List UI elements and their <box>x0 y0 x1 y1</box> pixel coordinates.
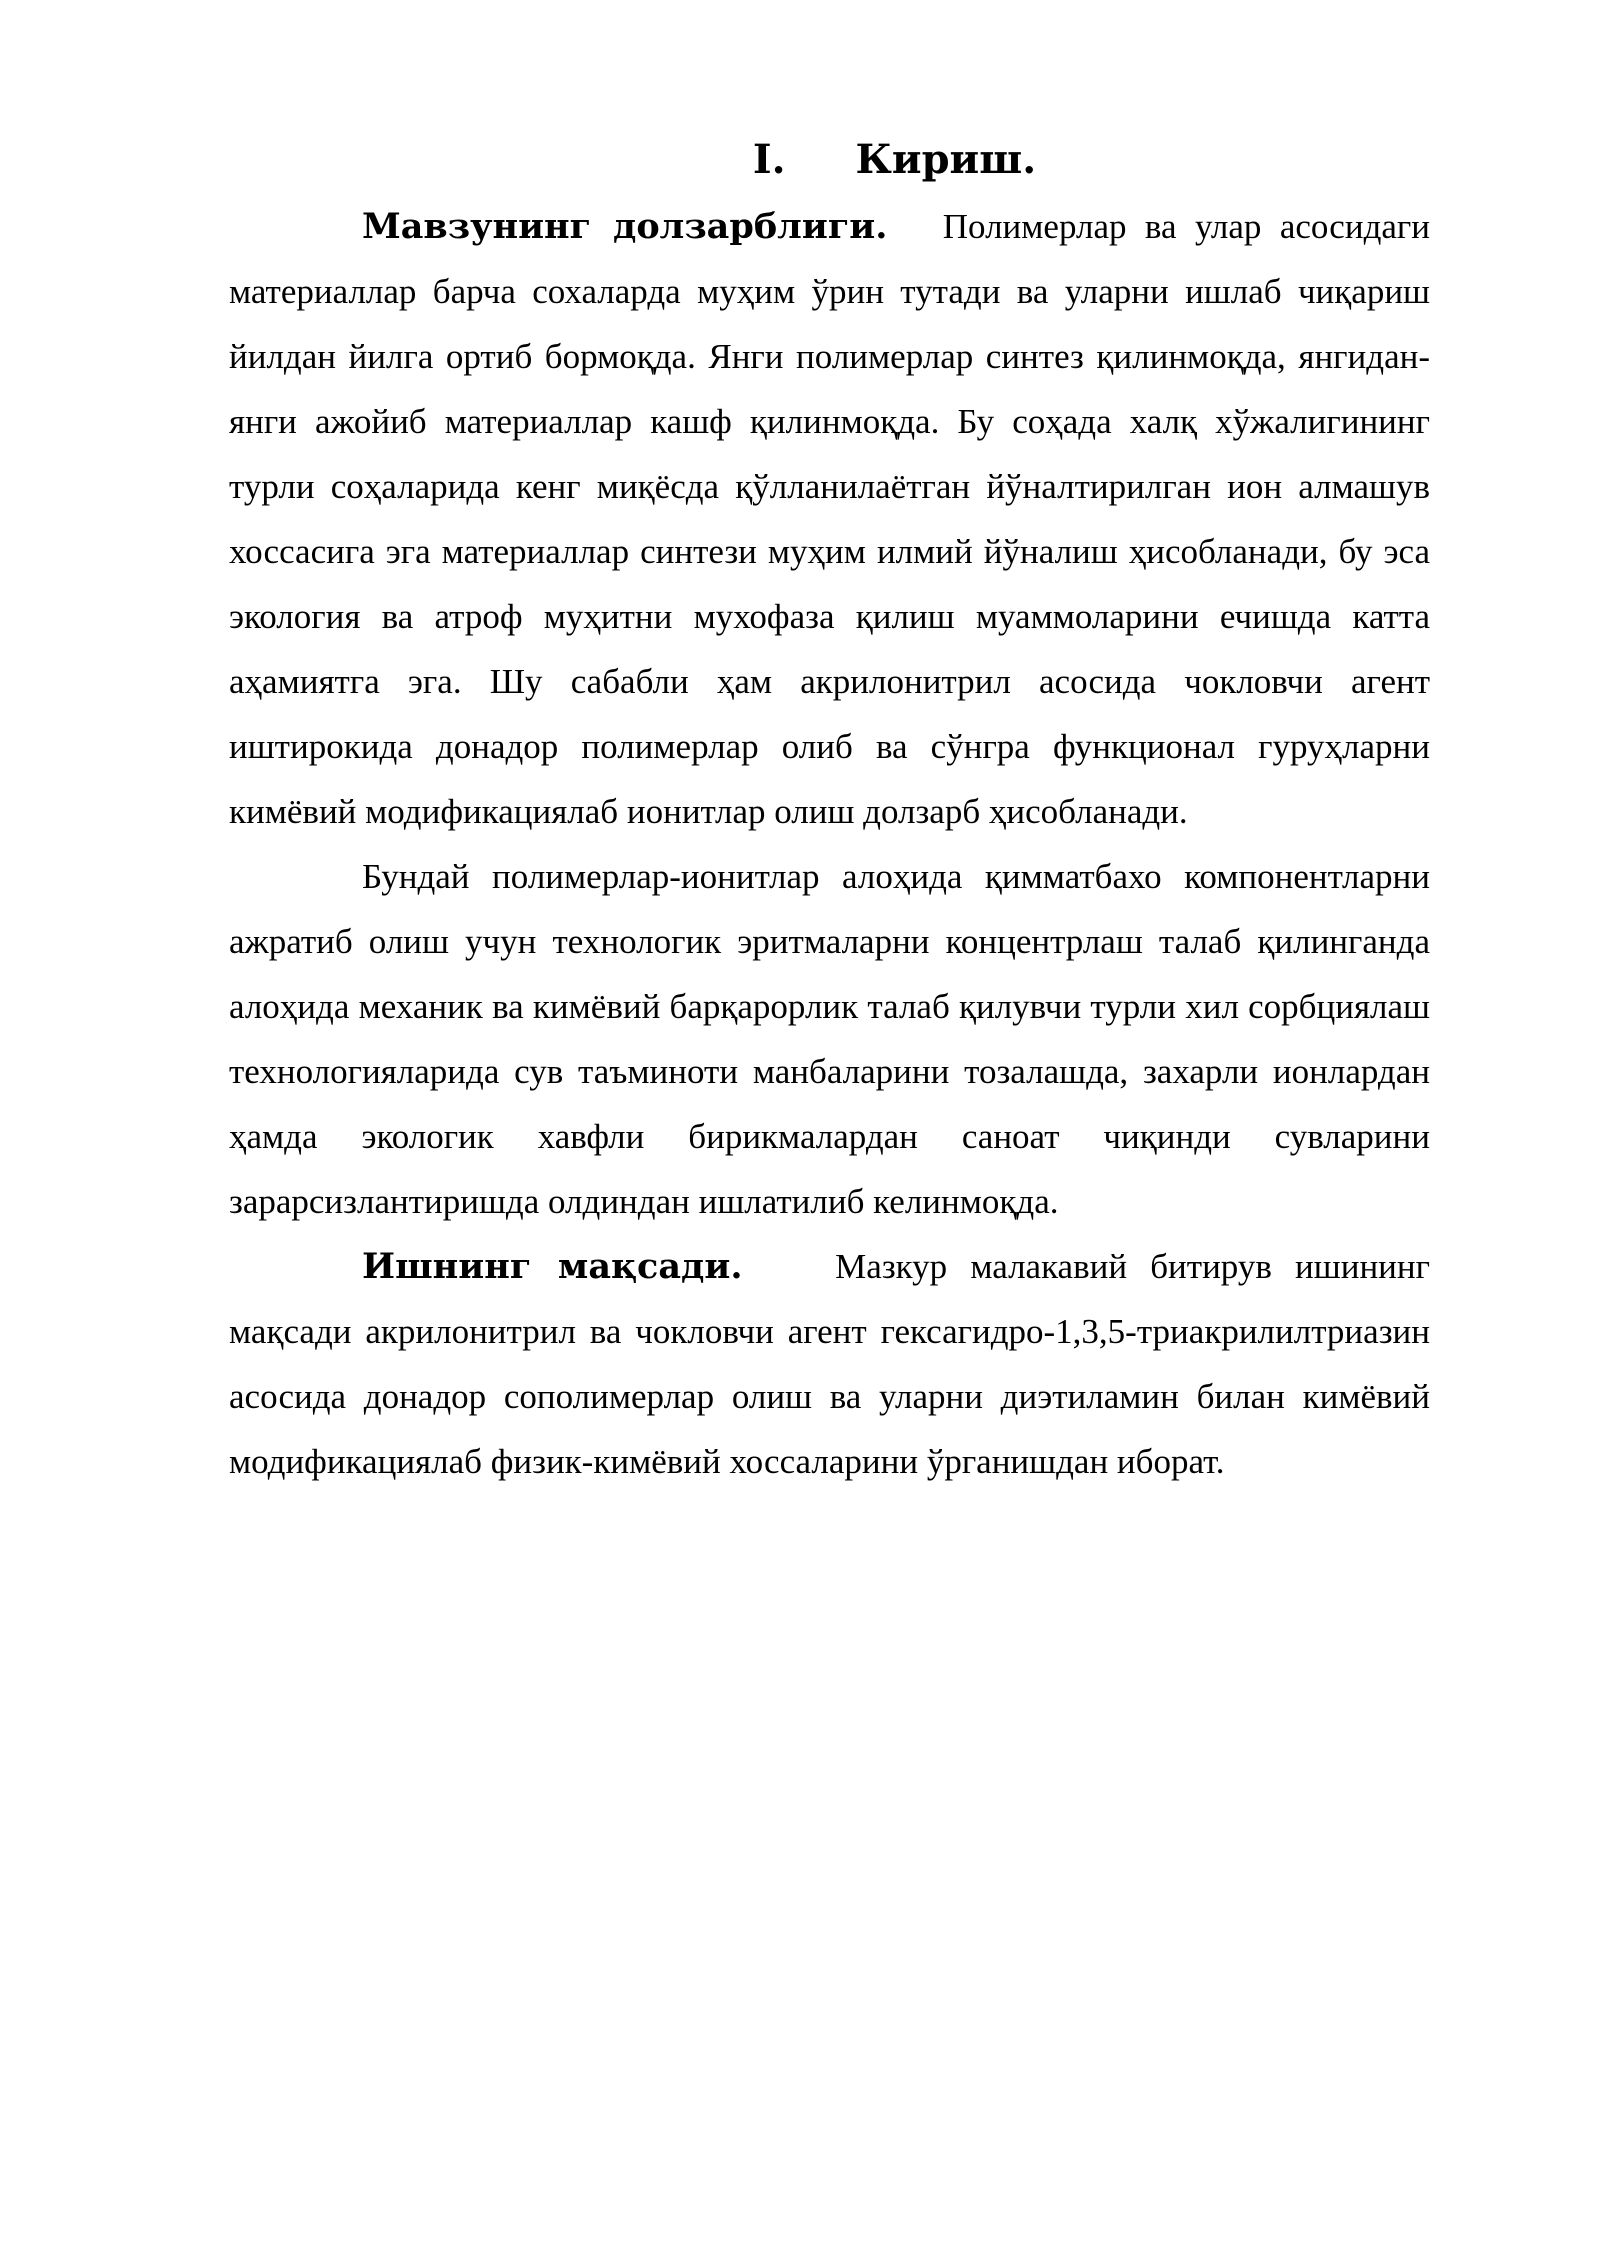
paragraph-relevance <box>229 194 1430 844</box>
paragraph-text-relevance: Полимерлар ва улар асосидаги материаллар барча сохаларда муҳим ўрин тутади ва уларни ишлаб чиқариш йилдан йилга ортиб бормоқда. Янги полимерлар синтез қилинмоқда, янгидан-янги ажойиб материаллар кашф қилинмоқда. Бу соҳада халқ хўжалигининг турли соҳаларида кенг миқёсда қўлланилаётган йўналтирилган ион алмашув хоссасига эга материаллар синтези муҳим илмий йўналиш ҳисобланади, бу эса экология ва атроф муҳитни мухофаза қилиш муаммоларини ечишда катта аҳамиятга эга. Шу сабабли ҳам акрилонитрил асосида чокловчи агент иштирокида донадор полимерлар олиб ва сўнгра функционал гуруҳларни кимёвий модификациялаб ионитлар олиш долзарб ҳисобланади. <box>229 207 1430 831</box>
section-number: I. <box>752 136 786 183</box>
paragraph-lead-relevance: Мавзунинг долзарблиги. <box>362 206 888 247</box>
document-body <box>229 128 1430 1494</box>
paragraph-text-goal: Мазкур малакавий битирув ишининг мақсади акрилонитрил ва чокловчи агент гексагидро-1,3,5-триакрилилтриазин асосида донадор сополимерлар олиш ва уларни диэтиламин билан кимёвий модификациялаб физик-кимёвий хоссаларини ўрганишдан иборат. <box>229 1247 1430 1481</box>
section-title: Кириш. <box>855 136 1037 183</box>
paragraph-application <box>229 844 1430 1234</box>
paragraph-goal <box>229 1234 1430 1494</box>
section-heading <box>229 128 1430 192</box>
paragraph-text-application: Бундай полимерлар-ионитлар алоҳида қимматбахо компонентларни ажратиб олиш учун технологик эритмаларни концентрлаш талаб қилинганда алоҳида механик ва кимёвий барқарорлик талаб қилувчи турли хил сорбциялаш технологияларида сув таъминоти манбаларини тозалашда, захарли ионлардан ҳамда экологик хавфли бирикмалардан саноат чиқинди сувларини зарарсизлантиришда олдиндан ишлатилиб келинмоқда. <box>229 857 1430 1221</box>
paragraph-lead-goal: Ишнинг мақсади. <box>362 1246 743 1287</box>
